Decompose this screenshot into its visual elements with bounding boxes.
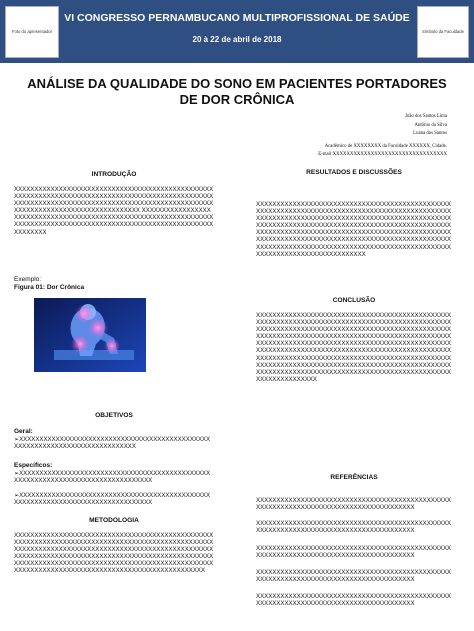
resultados-text: XXXXXXXXXXXXXXXXXXXXXXXXXXXXXXXXXXXXXXXXXXXXXXXXXXXXXXXXXXXXXXXXXXXXXXXXXXXXXXXXXXXXXXXXXXXXXXXXXXXXXXXXXXXXXXXXXXXXXXXXXXXXXXXXXXXXXXXXXXXXXXXXXXXXXXXXXXXXXXXXXXXXXXXXXXXXXXXXXXXXXXXXXXXXXXXXXXXXXXXXXXXXXXXXXXXXXXXXXXXXXXXXXXXXXXXXXXXXXXXXXXXXXXXXXXXXXXXXXXXXXXXXXXXXXXXXXXXXXXXXXXXXXXXXXXXXXXXXXXXXXXXXXXXXXXXXXXXXXXXXXXXXXXXXXXXXXXXXXXXXXXXXXXXXXXXXXXXXXXXXXXX bbox=[256, 201, 452, 258]
email: E-mail:XXXXXXXXXXXXXXXXXXXXXXXXXXXXXXXXX bbox=[318, 152, 447, 157]
section-title-objetivos: OBJETIVOS bbox=[95, 412, 133, 419]
introducao-text: XXXXXXXXXXXXXXXXXXXXXXXXXXXXXXXXXXXXXXXXXXXXXXXXXXXXXXXXXXXXXXXXXXXXXXXXXXXXXXXXXXXXXXXXXXXXXXXXXXXXXXXXXXXXXXXXXXXXXXXXXXXXXXXXXXXXXXXXXXXXXXXXXXXXXXXXXXXXXXXXXXXXXXXXXXXXXXXXXX XXXXXXXXXXXXXXXXXXXXXXXXXXXXXXXXXXXXXXXXXXXXXXXXXXXXXXXXXXXXXXXXXXXXXXXXXXXXXXXXXXXXXXXXXXXXXXXXXXXXXXXXXXXXXXXXXXXXXXXXXXX bbox=[14, 186, 214, 236]
especificos-label: Específicos: bbox=[14, 462, 53, 469]
geral-label: Geral: bbox=[14, 428, 33, 435]
paper-title: ANÁLISE DA QUALIDADE DO SONO EM PACIENTES PORTADORES DE DOR CRÔNICA bbox=[27, 76, 447, 107]
photo-label: Foto do apresentador bbox=[11, 29, 53, 34]
reference-item: XXXXXXXXXXXXXXXXXXXXXXXXXXXXXXXXXXXXXXXXXXXXXXXXXXXXXXXXXXXXXXXXXXXXXXXXXXXXXXXXXXXXXXX bbox=[256, 497, 452, 512]
author-name: João dos Santos Lima bbox=[405, 114, 447, 119]
conclusao-text: XXXXXXXXXXXXXXXXXXXXXXXXXXXXXXXXXXXXXXXXXXXXXXXXXXXXXXXXXXXXXXXXXXXXXXXXXXXXXXXXXXXXXXXXXXXXXXXXXXXXXXXXXXXXXXXXXXXXXXXXXXXXXXXXXXXXXXXXXXXXXXXXXXXXXXXXXXXXXXXXXXXXXXXXXXXXXXXXXXXXXXXXXXXXXXXXXXXXXXXXXXXXXXXXXXXXXXXXXXXXXXXXXXXXXXXXXXXXXXXXXXXXXXXXXXXXXXXXXXXXXXXXXXXXXXXXXXXXXXXXXXXXXXXXXXXXXXXXXXXXXXXXXXXXXXXXXXXXXXXXXXXXXXXXXXXXXXXXXXXXXXXXXXXXXXXXXXXXXXXXXXXXXXXXXXXXXXXXXXXXXXXXXXXXXXXXXXXXXXXXXXXXXXXXXXXXXXXXXXXXXXXXXXXXXXXXXXXXXXXXXXXXXXX bbox=[256, 312, 452, 383]
chronic-pain-illustration bbox=[34, 298, 146, 372]
affiliation-block bbox=[318, 143, 447, 159]
chronic-pain-figure bbox=[34, 298, 146, 372]
reference-item: XXXXXXXXXXXXXXXXXXXXXXXXXXXXXXXXXXXXXXXXXXXXXXXXXXXXXXXXXXXXXXXXXXXXXXXXXXXXXXXXXXXXXXX bbox=[256, 520, 452, 535]
especificos-item: ➢XXXXXXXXXXXXXXXXXXXXXXXXXXXXXXXXXXXXXXXXXXXXXXXXXXXXXXXXXXXXXXXXXXXXXXXXXXXXXXXXX bbox=[14, 470, 211, 485]
faculty-symbol-placeholder bbox=[417, 6, 469, 58]
geral-text: ➢XXXXXXXXXXXXXXXXXXXXXXXXXXXXXXXXXXXXXXXXXXXXXXXXXXXXXXXXXXXXXXXXXXXXXXXXXXXXX bbox=[14, 436, 211, 451]
section-title-introducao: INTRODUÇÃO bbox=[91, 171, 137, 178]
header-banner bbox=[0, 0, 474, 63]
reference-item: XXXXXXXXXXXXXXXXXXXXXXXXXXXXXXXXXXXXXXXXXXXXXXXXXXXXXXXXXXXXXXXXXXXXXXXXXXXXXXXXXXXXXXX bbox=[256, 593, 452, 608]
especificos-item: ➢XXXXXXXXXXXXXXXXXXXXXXXXXXXXXXXXXXXXXXXXXXXXXXXXXXXXXXXXXXXXXXXXXXXXXXXXXXXXXXXXX bbox=[14, 492, 211, 507]
reference-item: XXXXXXXXXXXXXXXXXXXXXXXXXXXXXXXXXXXXXXXXXXXXXXXXXXXXXXXXXXXXXXXXXXXXXXXXXXXXXXXXXXXXXXX bbox=[256, 569, 452, 584]
author-list bbox=[405, 113, 447, 139]
figure-caption: Figura 01: Dor Crônica bbox=[14, 284, 85, 291]
section-title-referencias: REFERÊNCIAS bbox=[330, 474, 378, 481]
affiliation: Acadêmico de XXXXXXXX da Faculdade XXXXXX, Cidade. bbox=[324, 144, 447, 149]
section-title-resultados: RESULTADOS E DISCUSSÕES bbox=[306, 169, 402, 176]
congress-title: VI CONGRESSO PERNAMBUCANO MULTIPROFISSIONAL DE SAÚDE bbox=[64, 12, 410, 24]
reference-item: XXXXXXXXXXXXXXXXXXXXXXXXXXXXXXXXXXXXXXXXXXXXXXXXXXXXXXXXXXXXXXXXXXXXXXXXXXXXXXXXXXXXXXX bbox=[256, 545, 452, 560]
metodologia-text: XXXXXXXXXXXXXXXXXXXXXXXXXXXXXXXXXXXXXXXXXXXXXXXXXXXXXXXXXXXXXXXXXXXXXXXXXXXXXXXXXXXXXXXXXXXXXXXXXXXXXXXXXXXXXXXXXXXXXXXXXXXXXXXXXXXXXXXXXXXXXXXXXXXXXXXXXXXXXXXXXXXXXXXXXXXXXXXXXXXXXXXXXXXXXXXXXXXXXXXXXXXXXXXXXXXXXXXXXXXXXXXXXXXXXXXXXXXXXXXXXXXXXXXXXXXXXXXXXXXXXXXXXXXXXXXXXXXXXXXXXXXXXXXXXXXX bbox=[14, 532, 214, 575]
section-title-conclusao: CONCLUSÃO bbox=[332, 297, 376, 304]
symbol-label: Símbolo da Faculdade bbox=[422, 29, 464, 34]
author-name: Luana dos Santos bbox=[413, 131, 447, 136]
section-title-metodologia: METODOLOGIA bbox=[89, 517, 139, 524]
congress-date: 20 à 22 de abril de 2018 bbox=[192, 35, 282, 44]
author-name: Antônio da Silva bbox=[414, 122, 447, 128]
presenter-photo-placeholder bbox=[5, 6, 59, 58]
example-label: Exemplo: bbox=[14, 276, 42, 283]
